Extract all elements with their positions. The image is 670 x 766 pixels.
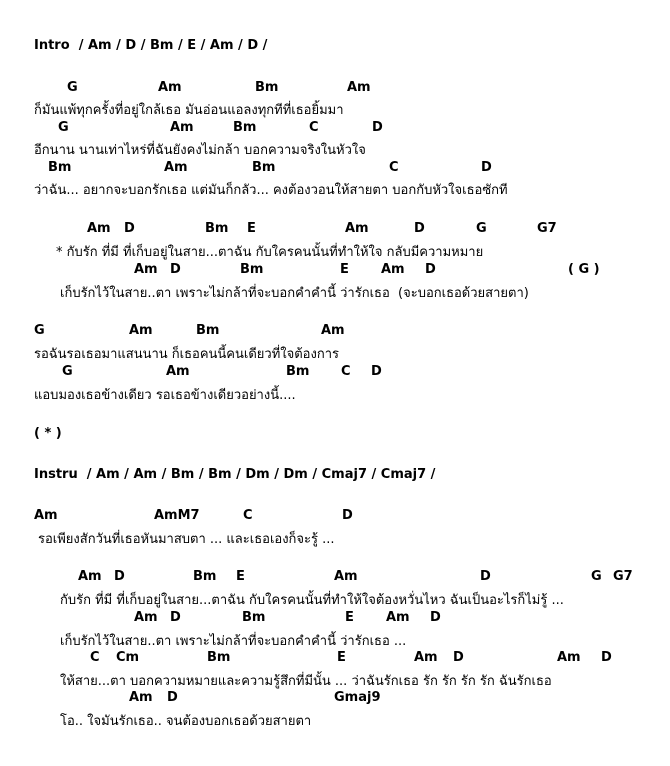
lyric-text: รอฉันรอเธอมาแสนนาน ก็เธอคนนี้คนเดียวที่ใจต้องการ	[34, 347, 339, 362]
chord: D	[124, 221, 135, 236]
chord: D	[601, 650, 612, 665]
chord: C	[243, 508, 253, 523]
chord: C	[389, 160, 399, 175]
chord: Am	[87, 221, 111, 236]
lyric-text: กับรัก ที่มี ที่เก็บอยู่ในสาย...ตาฉัน กับใครคนนั้นที่ทำให้ใจต้องหวั่นไหว ฉันเป็นอะไรก็ไม่รู้ ...	[60, 593, 564, 608]
lyric-text: * กับรัก ที่มี ที่เก็บอยู่ในสาย...ตาฉัน กับใครคนนั้นที่ทำให้ใจ กลับมีความหมาย	[56, 245, 484, 260]
chord: C	[90, 650, 100, 665]
verse1-lyric-line	[0, 139, 670, 157]
chord: D	[114, 569, 125, 584]
repeat-marker: ( * )	[34, 426, 62, 441]
chord: E	[345, 610, 354, 625]
chord: Gmaj9	[334, 690, 381, 705]
lyric-text: รอเพียงสักวันที่เธอหันมาสบตา ... และเธอเองก็จะรู้ ...	[38, 532, 335, 547]
lyric-text: แอบมองเธอข้างเดียว รอเธอข้างเดียวอย่างนี้....	[34, 388, 296, 403]
bridge-row-chords	[0, 323, 670, 341]
lyric-text: เก็บรักไว้ในสาย..ตา เพราะไม่กล้าที่จะบอกคำคำนี้ ว่ารักเธอ (จะบอกเธอด้วยสายตา)	[60, 286, 529, 301]
instru-line: Instru / Am / Am / Bm / Bm / Dm / Dm / Cmaj7 / Cmaj7 /	[34, 467, 436, 482]
lyric-text: โอ.. ใจมันรักเธอ.. จนต้องบอกเธอด้วยสายตา	[60, 714, 312, 729]
chord: Bm	[48, 160, 72, 175]
chord: E	[247, 221, 256, 236]
chorus2-row-chords	[0, 610, 670, 628]
chord: Bm	[196, 323, 220, 338]
chord: ( G )	[568, 262, 600, 277]
chord: D	[372, 120, 383, 135]
chord: Bm	[242, 610, 266, 625]
chord: Am	[321, 323, 345, 338]
chord: C	[309, 120, 319, 135]
verse1-row-chords	[0, 160, 670, 178]
intro-line: Intro / Am / D / Bm / E / Am / D /	[34, 38, 268, 53]
prechorus-lyric-line	[0, 528, 670, 546]
chord: Bm	[193, 569, 217, 584]
chord: D	[170, 610, 181, 625]
chorus2-row-chords	[0, 690, 670, 708]
lyric-text: ว่าฉัน... อยากจะบอกรักเธอ แต่มันก็กลัว... คงต้องวอนให้สายตา บอกกับหัวใจเธอซักที	[34, 183, 508, 198]
chord: G	[34, 323, 45, 338]
chord: D	[170, 262, 181, 277]
chord: E	[236, 569, 245, 584]
verse1-row-chords	[0, 80, 670, 98]
chord: Am	[170, 120, 194, 135]
chord: D	[425, 262, 436, 277]
chord: G7	[613, 569, 633, 584]
chorus2-lyric-line	[0, 589, 670, 607]
chord: D	[342, 508, 353, 523]
chord: D	[167, 690, 178, 705]
chorus1-row-chords	[0, 262, 670, 280]
chord: Bm	[255, 80, 279, 95]
chord: Am	[557, 650, 581, 665]
chord: Am	[164, 160, 188, 175]
lyric-text: อีกนาน นานเท่าไหร่ที่ฉันยังคงไม่กล้า บอกความจริงในหัวใจ	[34, 143, 366, 158]
chorus2-row-chords	[0, 650, 670, 668]
chord: Bm	[205, 221, 229, 236]
chord: D	[430, 610, 441, 625]
chord: Am	[78, 569, 102, 584]
chord: Am	[134, 262, 158, 277]
chord: Am	[347, 80, 371, 95]
chord: Bm	[240, 262, 264, 277]
chorus1-lyric-line	[0, 282, 670, 300]
chord: Am	[166, 364, 190, 379]
chord: Am	[158, 80, 182, 95]
chord: D	[481, 160, 492, 175]
chord: G	[62, 364, 73, 379]
chord: Am	[129, 690, 153, 705]
chorus2-lyric-line	[0, 630, 670, 648]
chord: G	[591, 569, 602, 584]
chord: Am	[381, 262, 405, 277]
lyric-text: ให้สาย...ตา บอกความหมายและความรู้สึกที่มีนั้น ... ว่าฉันรักเธอ รัก รัก รัก รัก ฉันรักเธอ	[60, 674, 552, 689]
chord: Am	[334, 569, 358, 584]
chord: G	[476, 221, 487, 236]
bridge-row-chords	[0, 364, 670, 382]
bridge-lyric-line	[0, 343, 670, 361]
chorus2-lyric-line	[0, 670, 670, 688]
verse1-row-chords	[0, 120, 670, 138]
chorus1-lyric-line	[0, 241, 670, 259]
chord: Am	[134, 610, 158, 625]
chord: E	[340, 262, 349, 277]
verse1-lyric-line	[0, 179, 670, 197]
chord: Bm	[252, 160, 276, 175]
chord: G	[67, 80, 78, 95]
chord: Cm	[116, 650, 140, 665]
chord: G	[58, 120, 69, 135]
chorus1-row-chords	[0, 221, 670, 239]
verse1-lyric-line	[0, 99, 670, 117]
chord: Am	[34, 508, 58, 523]
chord: D	[414, 221, 425, 236]
bridge-lyric-line	[0, 384, 670, 402]
lyric-text: ก็มันแพ้ทุกครั้งที่อยู่ใกล้เธอ มันอ่อนแอลงทุกทีที่เธอยิ้มมา	[34, 103, 344, 118]
chorus2-row-chords	[0, 569, 670, 587]
lyric-text: เก็บรักไว้ในสาย..ตา เพราะไม่กล้าที่จะบอกคำคำนี้ ว่ารักเธอ ...	[60, 634, 407, 649]
chord: C	[341, 364, 351, 379]
chord: Am	[386, 610, 410, 625]
chord: D	[371, 364, 382, 379]
chord: Am	[129, 323, 153, 338]
prechorus-row-chords	[0, 508, 670, 526]
chord: Bm	[286, 364, 310, 379]
chord: AmM7	[154, 508, 200, 523]
chorus2-lyric-line	[0, 710, 670, 728]
chord: Bm	[207, 650, 231, 665]
chord: Am	[414, 650, 438, 665]
chord: D	[453, 650, 464, 665]
chord: E	[337, 650, 346, 665]
chord: Am	[345, 221, 369, 236]
chord: G7	[537, 221, 557, 236]
chord: Bm	[233, 120, 257, 135]
chord: D	[480, 569, 491, 584]
